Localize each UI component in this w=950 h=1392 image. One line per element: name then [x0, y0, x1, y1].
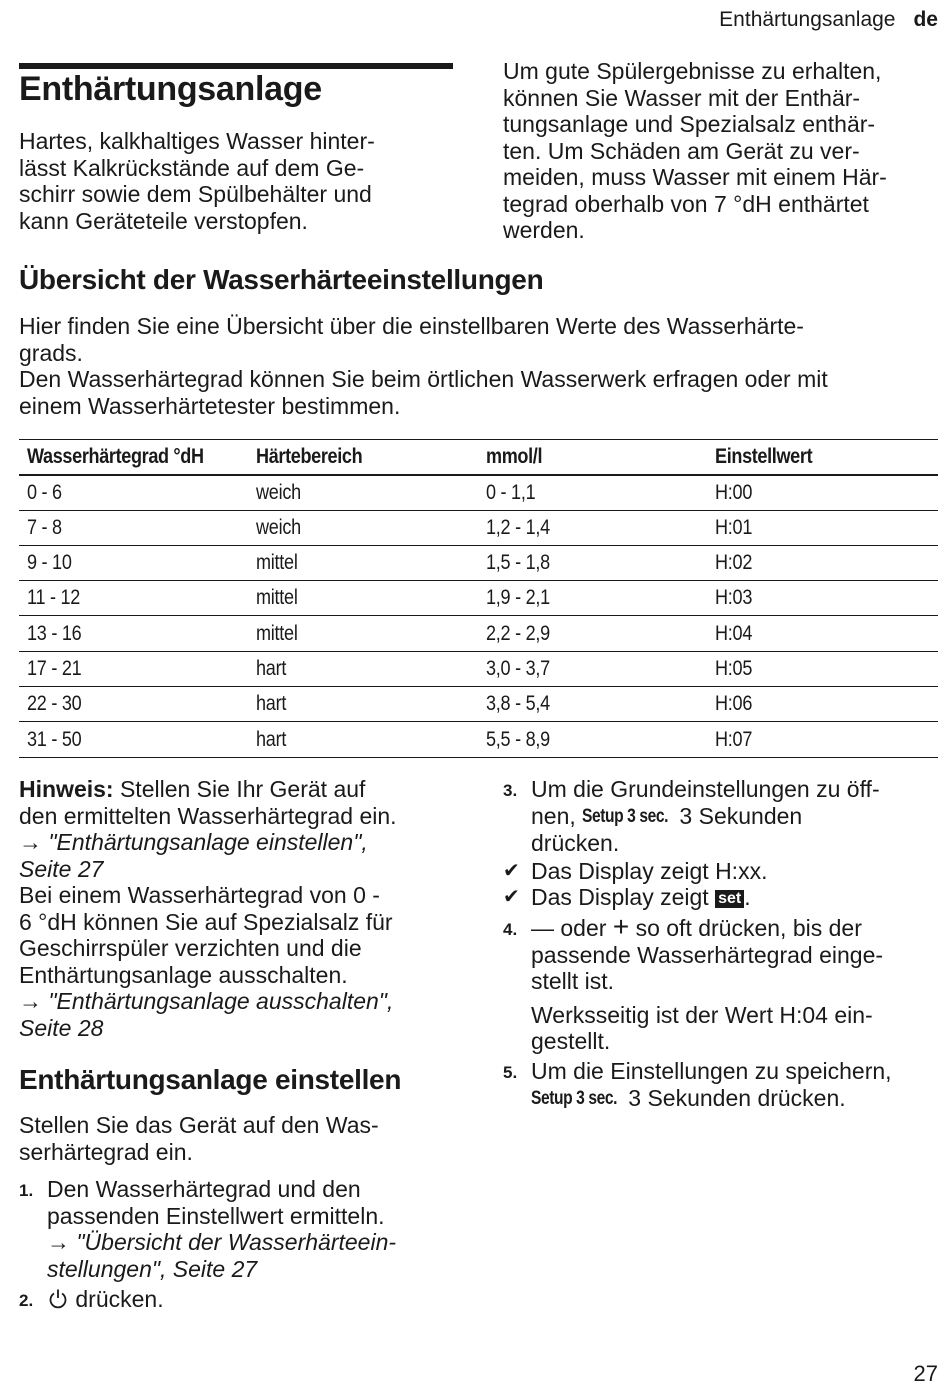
step-4 [503, 911, 943, 1055]
table-row [19, 545, 938, 580]
step-text: passende Wasserhärtegrad einge- [531, 941, 884, 968]
table-cell: 31 - 50 [19, 722, 248, 757]
step-text: stellt ist. [531, 968, 615, 994]
page-title: Enthärtungsanlage [19, 70, 322, 108]
table-cell: 17 - 21 [19, 651, 248, 686]
overview-line: Hier finden Sie eine Übersicht über die einstellbaren Werte des Wasserhärte- [19, 313, 804, 339]
table-cell: H:07 [707, 722, 938, 757]
note-line: Enthärtungsanlage ausschalten. [19, 961, 348, 988]
table-header-cell: Härtebereich [248, 440, 478, 475]
check-icon: ✔ [503, 860, 520, 882]
note-line [19, 776, 459, 803]
page-number: 27 [913, 1361, 938, 1386]
cross-reference-link[interactable]: → "Enthärtungsanlage ausschalten", [19, 988, 394, 1014]
table-cell: 13 - 16 [19, 616, 248, 651]
step-2 [19, 1286, 459, 1316]
table-cell: mittel [248, 616, 478, 651]
table-cell: weich [248, 510, 478, 545]
setup-key-label: Setup 3 sec. [531, 1087, 618, 1109]
intro-right-line: tungsanlage und Spezialsalz enthär- [503, 111, 876, 137]
table-cell: mittel [248, 545, 478, 580]
table-cell: H:05 [707, 651, 938, 686]
table-cell: H:06 [707, 687, 938, 722]
step-text: drücken. [531, 830, 620, 856]
setup-intro-line: serhärtegrad ein. [19, 1138, 193, 1165]
note-label: Hinweis: [19, 776, 114, 802]
check-icon: ✔ [503, 886, 520, 908]
table-cell: H:01 [707, 510, 938, 545]
step-number: 5. [503, 1063, 518, 1082]
step-text: Um die Grundeinstellungen zu öff- [531, 776, 880, 802]
table-row [19, 510, 938, 545]
cross-reference-link[interactable]: → "Übersicht der Wasserhärteein- [47, 1229, 397, 1255]
note-block [19, 776, 459, 1041]
table-row [19, 722, 938, 757]
table-row [19, 651, 938, 686]
table-header-cell: Wasserhärtegrad °dH [19, 440, 248, 475]
water-hardness-table [19, 439, 938, 758]
intro-right-line: Um gute Spülergebnisse zu erhalten, [503, 58, 882, 84]
note-line: den ermittelten Wasserhärtegrad ein. [19, 802, 397, 829]
intro-right [503, 58, 943, 244]
title-rule [19, 63, 453, 69]
minus-icon: — [531, 915, 554, 941]
overview-line: einem Wasserhärtetester bestimmen. [19, 392, 401, 419]
power-icon [47, 1288, 69, 1316]
table-row [19, 475, 938, 510]
intro-left [19, 128, 449, 234]
setup-key-label: Setup 3 sec. [582, 805, 669, 827]
table-cell: hart [248, 687, 478, 722]
table-cell: 0 - 6 [19, 475, 248, 510]
table-cell: 9 - 10 [19, 545, 248, 580]
step-number: 2. [19, 1291, 34, 1310]
intro-right-line: können Sie Wasser mit der Enthär- [503, 84, 861, 111]
step-number: 3. [503, 781, 518, 800]
overview-line: grads. [19, 339, 83, 366]
cross-reference-link[interactable]: → "Enthärtungsanlage einstellen", [19, 829, 368, 855]
table-cell: 0 - 1,1 [478, 475, 707, 510]
overview-text [19, 313, 939, 419]
step-note: gestellt. [531, 1028, 611, 1054]
table-row [19, 581, 938, 616]
table-cell: weich [248, 475, 478, 510]
intro-left-line: lässt Kalkrückstände auf dem Ge- [19, 154, 365, 181]
note-line: Bei einem Wasserhärtegrad von 0 - [19, 882, 380, 908]
step-number: 1. [19, 1181, 34, 1200]
table-cell: H:04 [707, 616, 938, 651]
table-cell: 1,9 - 2,1 [478, 581, 707, 616]
header-language: de [913, 8, 938, 31]
table-cell: 7 - 8 [19, 510, 248, 545]
note-text: Stellen Sie Ihr Gerät auf [113, 776, 366, 802]
step-text: Den Wasserhärtegrad und den [47, 1176, 361, 1202]
overview-heading: Übersicht der Wasserhärteeinstellungen [19, 264, 544, 295]
table-row [19, 616, 938, 651]
table-header-cell: Einstellwert [707, 440, 938, 475]
table-header-cell: mmol/l [478, 440, 707, 475]
table-cell: 1,5 - 1,8 [478, 545, 707, 580]
table-header-row [19, 440, 938, 475]
step-text: drücken. [69, 1286, 164, 1312]
intro-left-line: kann Geräteteile verstopfen. [19, 207, 308, 234]
step-1 [19, 1176, 459, 1286]
table-cell: 5,5 - 8,9 [478, 722, 707, 757]
table-cell: 3,0 - 3,7 [478, 651, 707, 686]
table-cell: 3,8 - 5,4 [478, 687, 707, 722]
step-number: 4. [503, 920, 518, 939]
running-header [719, 8, 938, 32]
overview-line: Den Wasserhärtegrad können Sie beim örtlichen Wasserwerk erfragen oder mit [19, 366, 828, 392]
table-cell: mittel [248, 581, 478, 616]
step-note: Werksseitig ist der Wert H:04 ein- [531, 1001, 873, 1028]
table-row [19, 687, 938, 722]
table-cell: hart [248, 722, 478, 757]
table-cell: 22 - 30 [19, 687, 248, 722]
step-text: — oder + so oft drücken, bis der [531, 911, 862, 942]
intro-right-line: ten. Um Schäden am Gerät zu ver- [503, 137, 860, 164]
header-section: Enthärtungsanlage [719, 8, 896, 31]
setup-intro [19, 1112, 459, 1165]
table-cell: 2,2 - 2,9 [478, 616, 707, 651]
note-line: Geschirrspüler verzichten und die [19, 935, 362, 961]
cross-reference-link[interactable]: Seite 28 [19, 1014, 104, 1041]
table-cell: 11 - 12 [19, 581, 248, 616]
intro-right-line: meiden, muss Wasser mit einem Här- [503, 164, 887, 190]
step-5 [503, 1058, 943, 1114]
table-cell: H:02 [707, 545, 938, 580]
step-text: Um die Einstellungen zu speichern, [531, 1058, 892, 1084]
step-3 [503, 776, 943, 858]
table-cell: 1,2 - 1,4 [478, 510, 707, 545]
step-text: nen, Setup 3 sec. 3 Sekunden [531, 802, 803, 829]
set-display-badge: set [715, 890, 744, 908]
intro-right-line: tegrad oberhalb von 7 °dH enthärtet [503, 190, 869, 217]
step-text: Setup 3 sec. 3 Sekunden drücken. [531, 1084, 846, 1111]
setup-intro-line: Stellen Sie das Gerät auf den Was- [19, 1112, 379, 1138]
setup-heading: Enthärtungsanlage einstellen [19, 1064, 402, 1095]
cross-reference-link[interactable]: stellungen", Seite 27 [47, 1255, 258, 1282]
result-text: Das Display zeigt set . [531, 884, 751, 910]
table-cell: H:00 [707, 475, 938, 510]
plus-icon: + [612, 911, 630, 942]
intro-left-line: Hartes, kalkhaltiges Wasser hinter- [19, 128, 375, 154]
note-line: 6 °dH können Sie auf Spezialsalz für [19, 908, 393, 935]
result-text: Das Display zeigt H:xx. [531, 858, 768, 884]
step-text: passenden Einstellwert ermitteln. [47, 1202, 385, 1229]
table-cell: hart [248, 651, 478, 686]
intro-left-line: schirr sowie dem Spülbehälter und [19, 181, 372, 207]
cross-reference-link[interactable]: Seite 27 [19, 855, 104, 882]
table-cell: H:03 [707, 581, 938, 616]
intro-right-line: werden. [503, 217, 585, 243]
